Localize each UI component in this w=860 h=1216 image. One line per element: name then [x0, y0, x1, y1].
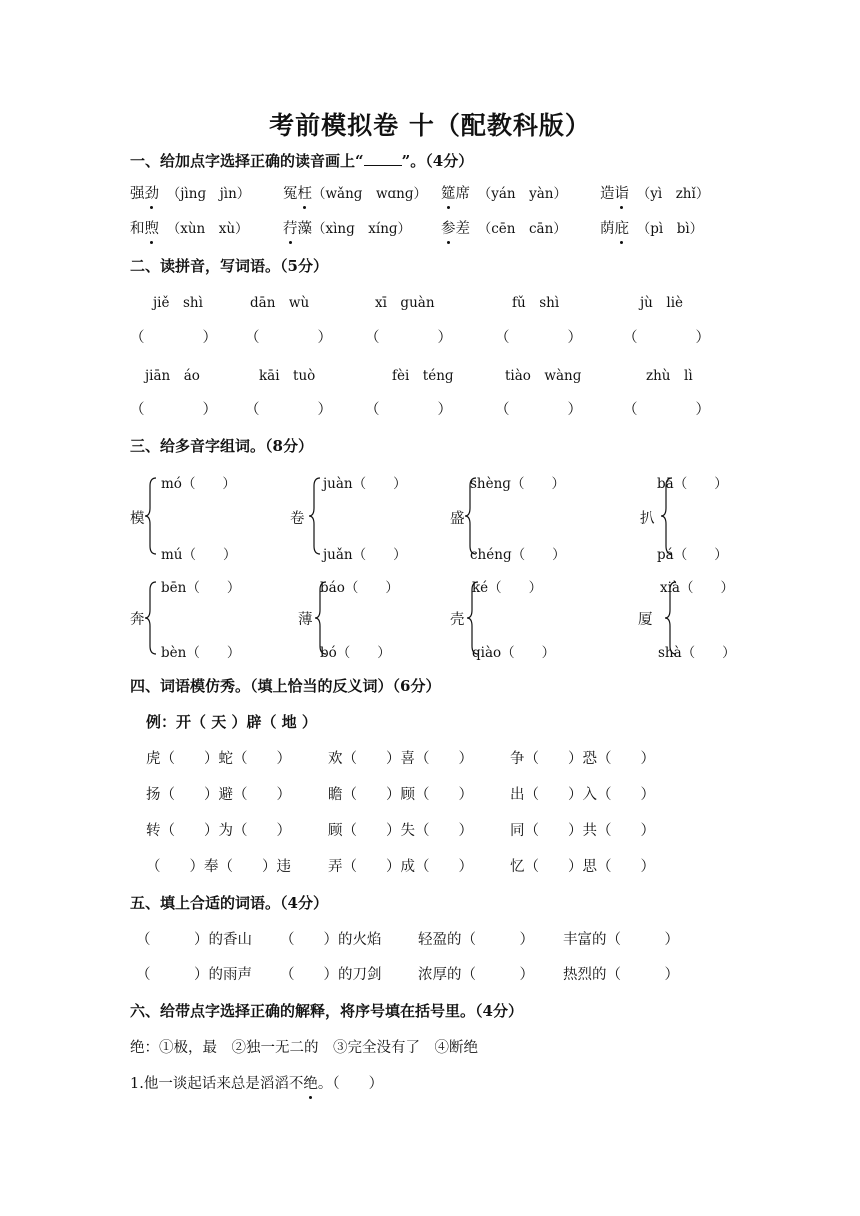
polyphone-reading: chénɡ（ ） — [470, 547, 566, 563]
brace-icon — [144, 476, 158, 556]
pinyin-9: tiào wànɡ — [505, 368, 582, 384]
polyphone-reading: shènɡ（ ） — [470, 476, 565, 492]
page-title: 考前模拟卷 十（配教科版） — [269, 111, 591, 140]
phrase-item[interactable]: 热烈的（ ） — [563, 967, 679, 983]
section-2-heading: 二、读拼音，写词语。（5分） — [130, 257, 328, 275]
polyphone-reading: xià（ ） — [660, 580, 734, 596]
idiom-item[interactable]: （ ）奉（ ）违 — [146, 859, 291, 875]
polyphone-reading: qiào（ ） — [472, 645, 556, 661]
polyphone-reading: bā（ ） — [657, 476, 728, 492]
phrase-item[interactable]: （ ）的香山 — [136, 932, 252, 948]
answer-box[interactable]: （ ） — [623, 330, 710, 346]
idiom-item[interactable]: 顾（ ）失（ ） — [328, 823, 473, 839]
idiom-item[interactable]: 弄（ ）成（ ） — [328, 859, 473, 875]
polyphone-reading: bēn（ ） — [161, 580, 241, 596]
brace-icon — [308, 476, 322, 556]
idiom-item[interactable]: 虎（ ）蛇（ ） — [146, 751, 291, 767]
answer-box[interactable]: （ ） — [130, 330, 217, 346]
polyphone-reading: ké（ ） — [472, 580, 543, 596]
idiom-item[interactable]: 欢（ ）喜（ ） — [328, 751, 473, 767]
s1-item-3: 筵席 （yán yàn） — [441, 182, 567, 203]
section-3-heading: 三、给多音字组词。（8分） — [130, 437, 313, 455]
pinyin-8: fèi ténɡ — [392, 368, 454, 384]
pinyin-6: jiān áo — [145, 368, 200, 384]
idiom-item[interactable]: 转（ ）为（ ） — [146, 823, 291, 839]
polyphone-reading: mó（ ） — [161, 476, 236, 492]
example-line: 例：开（ 天 ）辟（ 地 ） — [146, 713, 317, 731]
answer-line-sample — [364, 153, 402, 166]
polyphone-reading: mú（ ） — [161, 547, 237, 563]
idiom-item[interactable]: 争（ ）恐（ ） — [510, 751, 655, 767]
s1-item-2: 冤枉（wǎnɡ wɑnɡ） — [283, 182, 427, 203]
answer-box[interactable]: （ ） — [245, 330, 332, 346]
section-5-heading: 五、填上合适的词语。（4分） — [130, 894, 328, 912]
polyphone-char: 模 — [130, 511, 145, 527]
pinyin-4: fǔ shì — [512, 295, 560, 311]
phrase-item[interactable]: （ ）的刀剑 — [280, 967, 382, 983]
phrase-item[interactable]: 浓厚的（ ） — [418, 967, 534, 983]
s1-item-7: 参差 （cēn cān） — [441, 217, 567, 238]
idiom-item[interactable]: 忆（ ）思（ ） — [510, 859, 655, 875]
idiom-item[interactable]: 出（ ）入（ ） — [510, 787, 655, 803]
answer-box[interactable]: （ ） — [365, 330, 452, 346]
pinyin-10: zhù lì — [646, 368, 693, 384]
idiom-item[interactable]: 瞻（ ）顾（ ） — [328, 787, 473, 803]
answer-box[interactable]: （ ） — [495, 402, 582, 418]
pinyin-5: jù liè — [640, 295, 684, 311]
polyphone-char: 厦 — [638, 612, 653, 628]
polyphone-char: 扒 — [640, 511, 655, 527]
polyphone-char: 奔 — [130, 612, 145, 628]
polyphone-reading: bó（ ） — [320, 645, 391, 661]
pinyin-1: jiě shì — [153, 295, 203, 311]
phrase-item[interactable]: （ ）的火焰 — [280, 932, 382, 948]
polyphone-char: 卷 — [290, 511, 305, 527]
pinyin-7: kāi tuò — [259, 368, 316, 384]
answer-box[interactable]: （ ） — [130, 402, 217, 418]
brace-icon — [144, 580, 158, 656]
question-1: 1.他一谈起话来总是滔滔不绝。（ ） — [130, 1072, 383, 1093]
pinyin-2: dān wù — [250, 295, 310, 311]
definition-list: 绝：①极，最 ②独一无二的 ③完全没有了 ④断绝 — [130, 1040, 478, 1056]
idiom-item[interactable]: 同（ ）共（ ） — [510, 823, 655, 839]
s1-item-6: 荇藻（xìnɡ xínɡ） — [283, 217, 411, 238]
answer-box[interactable]: （ ） — [245, 402, 332, 418]
s1-item-1: 强劲 （jìnɡ jìn） — [130, 182, 250, 203]
polyphone-reading: bèn（ ） — [161, 645, 241, 661]
phrase-item[interactable]: 轻盈的（ ） — [418, 932, 534, 948]
phrase-item[interactable]: 丰富的（ ） — [563, 932, 679, 948]
answer-box[interactable]: （ ） — [623, 402, 710, 418]
idiom-item[interactable]: 扬（ ）避（ ） — [146, 787, 291, 803]
polyphone-reading: juàn（ ） — [323, 476, 407, 492]
polyphone-char: 薄 — [298, 612, 313, 628]
polyphone-reading: shà（ ） — [658, 645, 736, 661]
polyphone-char: 壳 — [450, 612, 465, 628]
polyphone-reading: pá（ ） — [657, 547, 728, 563]
polyphone-char: 盛 — [450, 511, 465, 527]
polyphone-reading: juǎn（ ） — [323, 547, 407, 563]
section-4-heading: 四、词语模仿秀。（填上恰当的反义词）（6分） — [130, 677, 441, 695]
s1-item-5: 和煦 （xùn xù） — [130, 217, 249, 238]
pinyin-3: xī guàn — [375, 295, 435, 311]
s1-item-8: 荫庇 （pì bì） — [600, 217, 703, 238]
answer-box[interactable]: （ ） — [365, 402, 452, 418]
s1-item-4: 造诣 （yì zhǐ） — [600, 182, 709, 203]
polyphone-reading: báo（ ） — [320, 580, 399, 596]
section-1-heading: 一、给加点字选择正确的读音画上“ ”。（4分） — [130, 152, 474, 170]
answer-box[interactable]: （ ） — [495, 330, 582, 346]
section-6-heading: 六、给带点字选择正确的解释，将序号填在括号里。（4分） — [130, 1002, 523, 1020]
phrase-item[interactable]: （ ）的雨声 — [136, 967, 252, 983]
